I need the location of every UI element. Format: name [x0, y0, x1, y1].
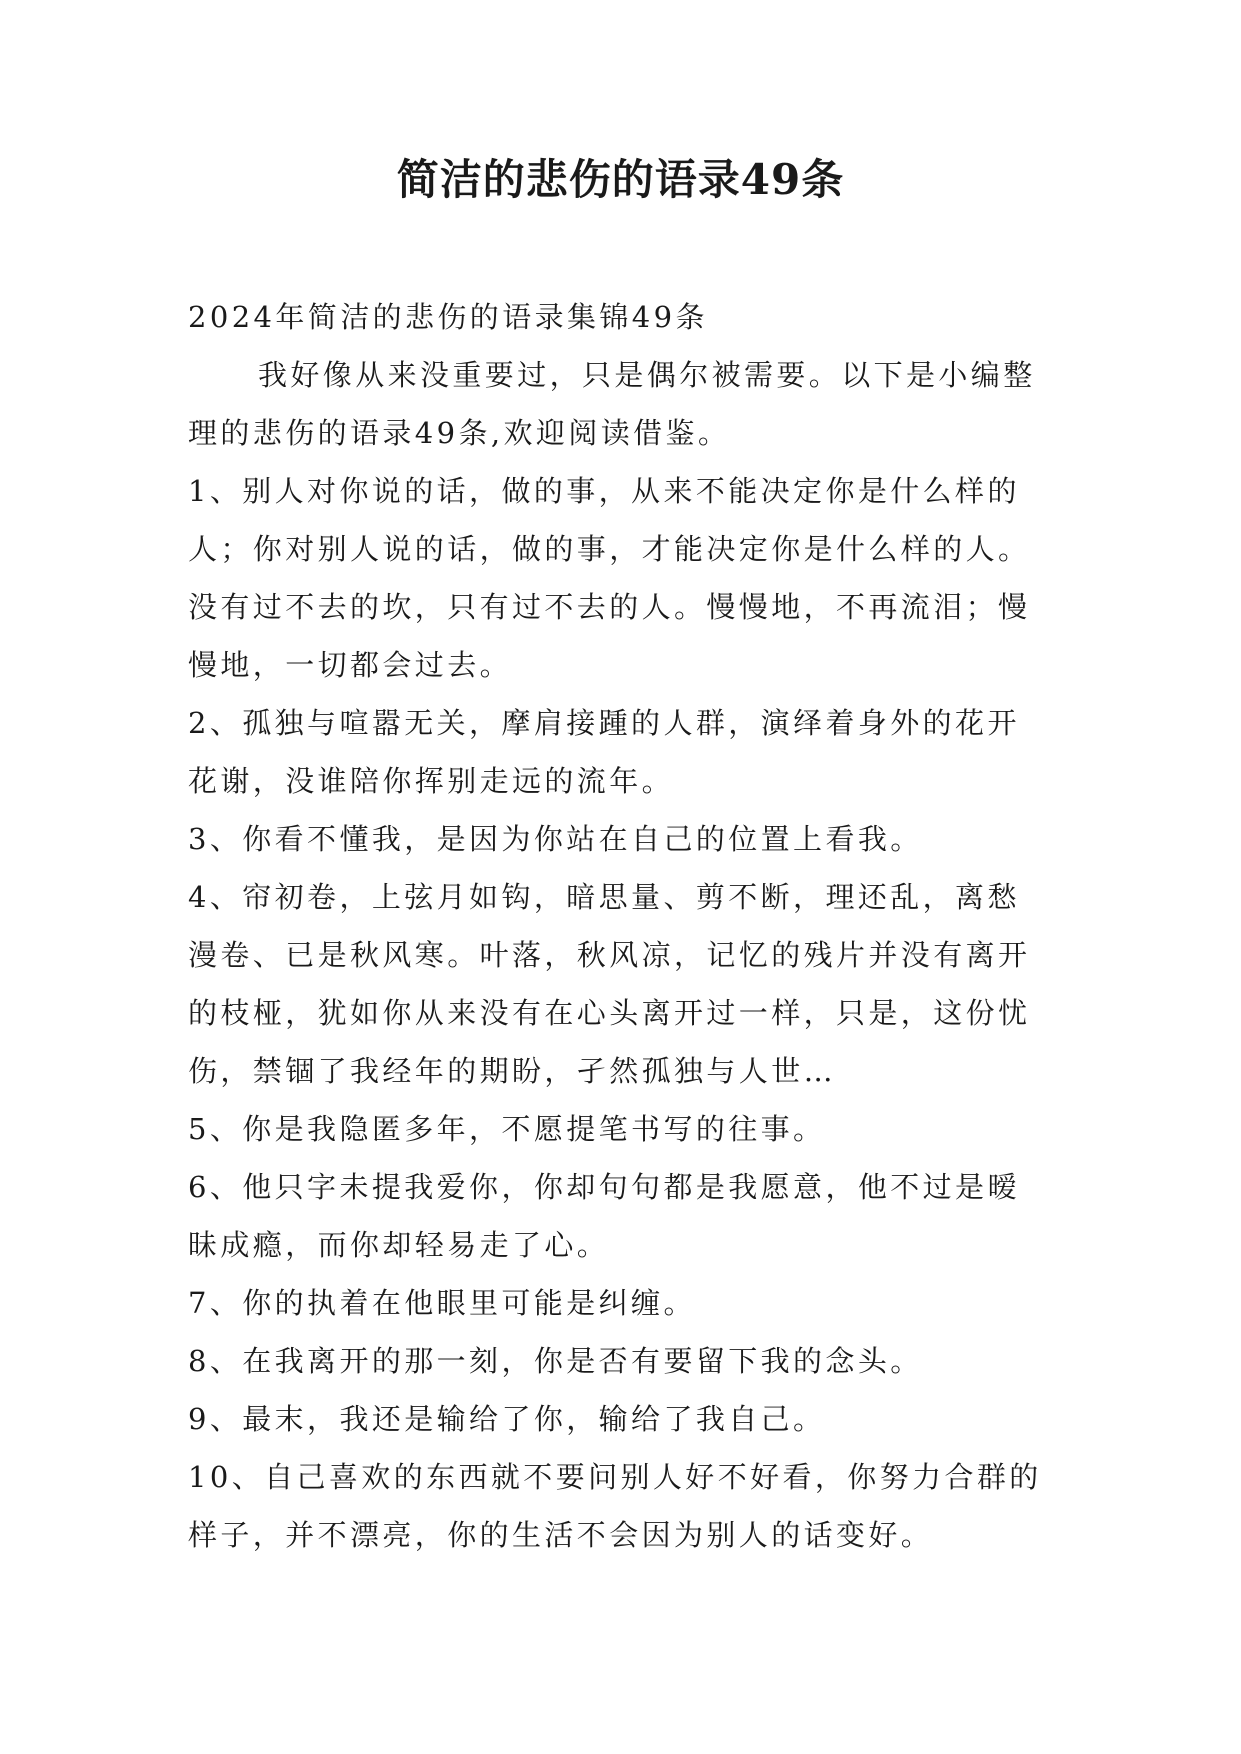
intro-line: 理的悲伤的语录49条,欢迎阅读借鉴。 — [188, 416, 731, 450]
document-title: 简洁的悲伤的语录49条 — [396, 155, 845, 204]
quote-line: 2、孤独与喧嚣无关，摩肩接踵的人群，演绎着身外的花开 — [188, 706, 1020, 740]
quote-line: 4、帘初卷，上弦月如钩，暗思量、剪不断，理还乱，离愁 — [188, 880, 1020, 914]
quote-line: 花谢，没谁陪你挥别走远的流年。 — [188, 764, 675, 798]
quote-line: 7、你的执着在他眼里可能是纠缠。 — [188, 1286, 696, 1320]
quote-line: 1、别人对你说的话，做的事，从来不能决定你是什么样的 — [188, 474, 1020, 508]
quote-line: 9、最末，我还是输给了你，输给了我自己。 — [188, 1402, 826, 1436]
quote-line: 3、你看不懂我，是因为你站在自己的位置上看我。 — [188, 822, 923, 856]
quote-line: 没有过不去的坎，只有过不去的人。慢慢地，不再流泪；慢 — [188, 590, 1031, 624]
document-body — [188, 288, 1058, 1564]
quote-line: 10、自己喜欢的东西就不要问别人好不好看，你努力合群的 — [188, 1460, 1042, 1494]
quote-line: 8、在我离开的那一刻，你是否有要留下我的念头。 — [188, 1344, 923, 1378]
quote-line: 漫卷、已是秋风寒。叶落，秋风凉，记忆的残片并没有离开 — [188, 938, 1031, 972]
quote-line: 6、他只字未提我爱你，你却句句都是我愿意，他不过是暧 — [188, 1170, 1020, 1204]
quote-line: 的枝桠，犹如你从来没有在心头离开过一样，只是，这份忧 — [188, 996, 1031, 1030]
subtitle-line: 2024年简洁的悲伤的语录集锦49条 — [188, 300, 708, 334]
quote-line: 慢地，一切都会过去。 — [188, 648, 513, 682]
quote-line: 人；你对别人说的话，做的事，才能决定你是什么样的人。 — [188, 532, 1031, 566]
quote-line: 样子，并不漂亮，你的生活不会因为别人的话变好。 — [188, 1518, 934, 1552]
quote-line: 伤，禁锢了我经年的期盼，孑然孤独与人世… — [188, 1054, 837, 1088]
intro-line: 我好像从来没重要过，只是偶尔被需要。以下是小编整 — [258, 358, 1036, 392]
quote-line: 昧成瘾，而你却轻易走了心。 — [188, 1228, 610, 1262]
quote-line: 5、你是我隐匿多年，不愿提笔书写的往事。 — [188, 1112, 826, 1146]
